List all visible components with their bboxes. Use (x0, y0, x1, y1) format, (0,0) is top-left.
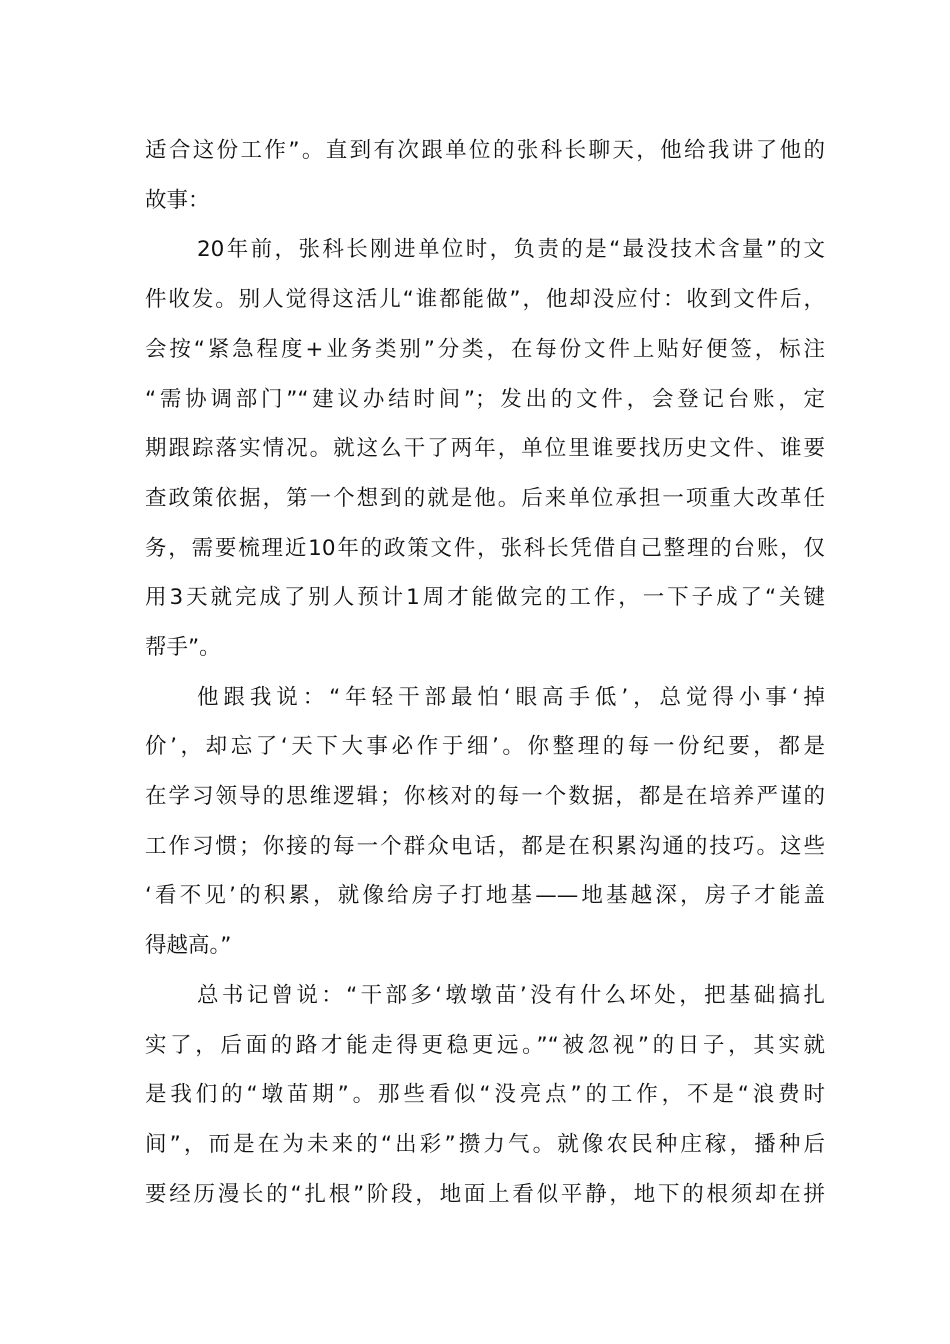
text-line: 帮手”。 (145, 635, 221, 660)
text-line: 查政策依据，第一个想到的就是他。后来单位承担一项重大改革任 (145, 486, 825, 511)
text-line: 务，需要梳理近10年的政策文件，张科长凭借自己整理的台账，仅 (145, 536, 825, 561)
text-line: “需协调部门”“建议办结时间”；发出的文件，会登记台账，定 (145, 387, 825, 412)
text-line: 总书记曾说：“干部多‘墩墩苗’没有什么坏处，把基础搞扎 (197, 983, 825, 1008)
text-line: 会按“紧急程度+业务类别”分类，在每份文件上贴好便签，标注 (145, 337, 825, 362)
text-line: 价’，却忘了‘天下大事必作于细’。你整理的每一份纪要，都是 (145, 734, 825, 759)
text-line: 得越高。” (145, 933, 232, 958)
text-line: 他跟我说：“年轻干部最怕‘眼高手低’，总觉得小事‘掉 (197, 685, 825, 710)
text-line: 在学习领导的思维逻辑；你核对的每一个数据，都是在培养严谨的 (145, 784, 825, 809)
text-line: 20年前，张科长刚进单位时，负责的是“最没技术含量”的文 (197, 237, 825, 262)
text-line: 间”，而是在为未来的“出彩”攒力气。就像农民种庄稼，播种后 (145, 1132, 825, 1157)
text-line: 用3天就完成了别人预计1周才能做完的工作，一下子成了“关键 (145, 585, 825, 610)
text-line: 要经历漫长的“扎根”阶段，地面上看似平静，地下的根须却在拼 (145, 1182, 825, 1207)
text-line: 实了，后面的路才能走得更稳更远。”“被忽视”的日子，其实就 (145, 1033, 825, 1058)
text-line: ‘看不见’的积累，就像给房子打地基——地基越深，房子才能盖 (145, 883, 825, 908)
text-line: 期跟踪落实情况。就这么干了两年，单位里谁要找历史文件、谁要 (145, 436, 825, 461)
text-line: 是我们的“墩苗期”。那些看似“没亮点”的工作，不是“浪费时 (145, 1082, 825, 1107)
text-line: 故事： (145, 188, 210, 213)
text-line: 工作习惯；你接的每一个群众电话，都是在积累沟通的技巧。这些 (145, 834, 825, 859)
text-line: 件收发。别人觉得这活儿“谁都能做”，他却没应付：收到文件后， (145, 287, 825, 312)
text-line: 适合这份工作”。直到有次跟单位的张科长聊天，他给我讲了他的 (145, 138, 825, 163)
